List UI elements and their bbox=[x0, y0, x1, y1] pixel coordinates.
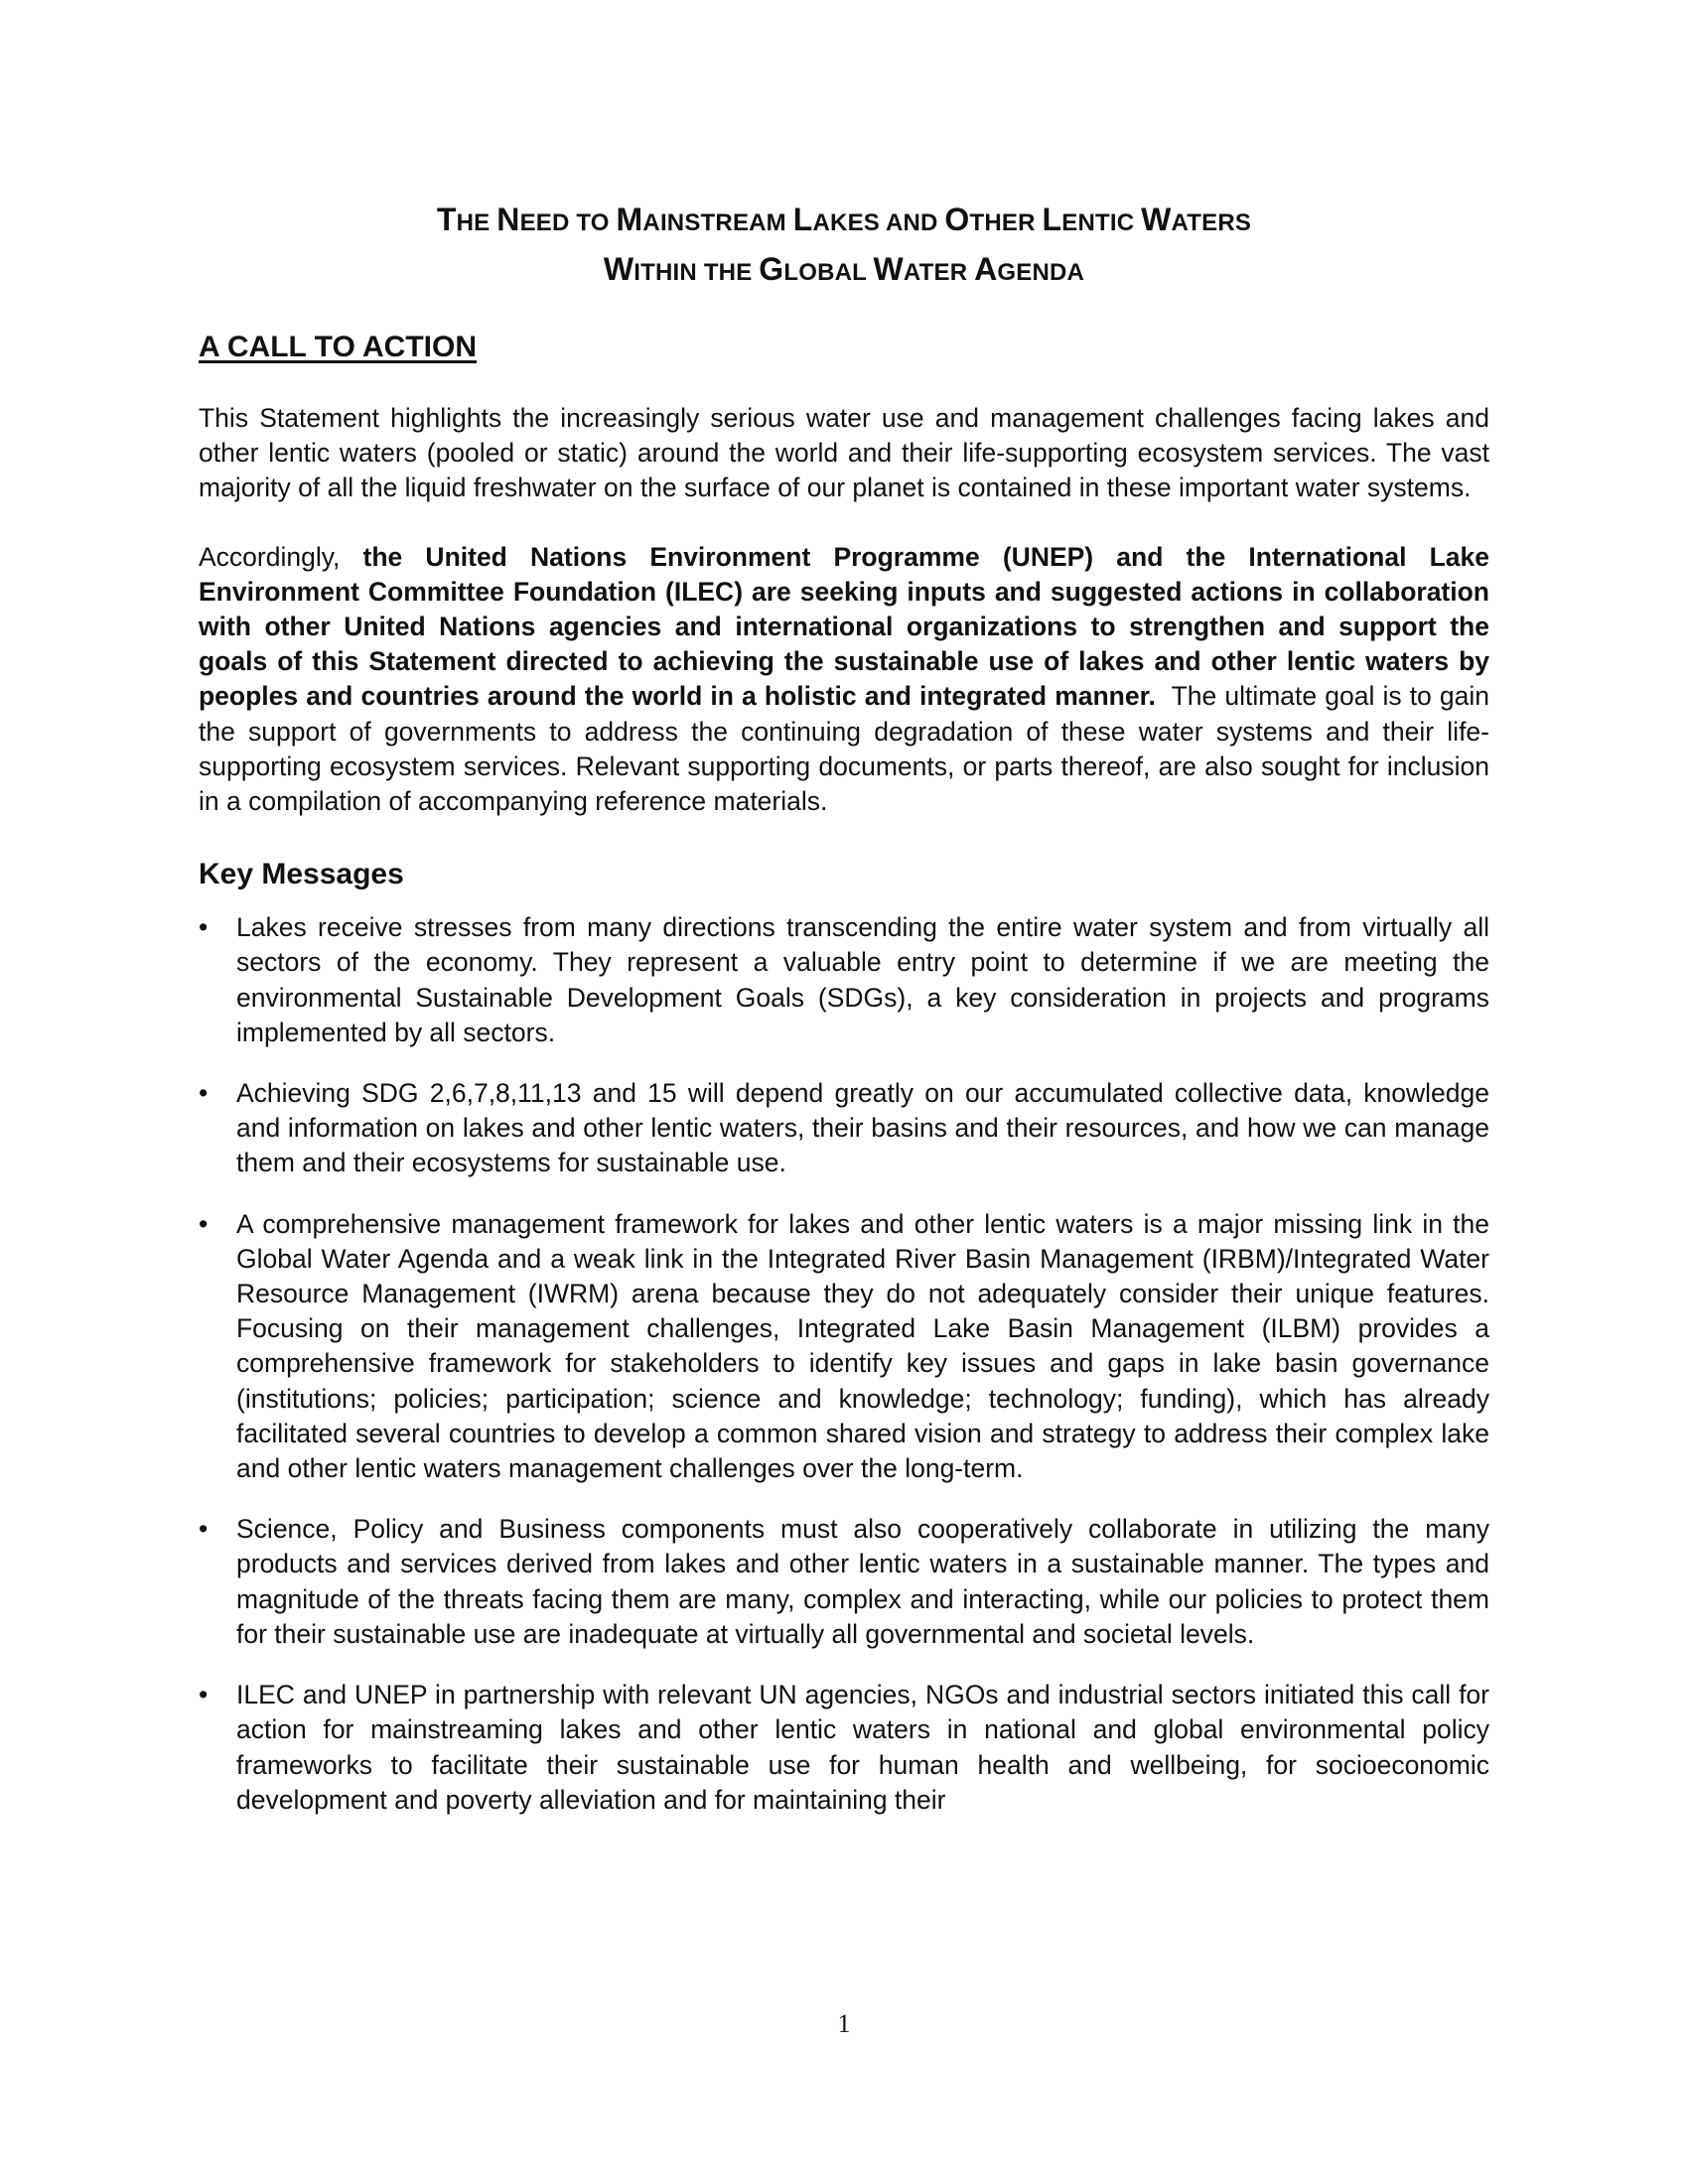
title-small-caps-text: AINSTREAM bbox=[642, 209, 793, 236]
accordingly-rest-text: The ultimate goal is to gain the support of governments to address the continuing degradation of these water systems and their life-supporting ecosystem services. Relevant supporting documents, or parts thereof, are also sought for inclusion in a compilation of accompanying reference materials. bbox=[199, 681, 1497, 817]
accordingly-paragraph bbox=[199, 540, 1497, 820]
title-capital-letter: W bbox=[1141, 202, 1172, 237]
page-number: 1 bbox=[837, 2009, 851, 2038]
title-capital-letter: T bbox=[436, 202, 457, 237]
list-item bbox=[199, 1076, 1489, 1181]
page-content bbox=[199, 197, 1497, 1843]
list-item bbox=[199, 1512, 1489, 1652]
title-small-caps-text: EED TO bbox=[519, 209, 617, 236]
title-capital-letter: N bbox=[496, 202, 520, 237]
bullet-icon: • bbox=[199, 1078, 209, 1109]
title-capital-letter: L bbox=[792, 202, 813, 237]
key-messages-list bbox=[199, 910, 1489, 1818]
bullet-icon: • bbox=[199, 1680, 209, 1710]
bullet-icon: • bbox=[199, 1208, 209, 1239]
bullet-icon: • bbox=[199, 1514, 209, 1545]
key-message-text: Science, Policy and Business components must also cooperatively collaborate in utilizing the many products and services derived from lakes and other lentic waters in a sustainable manner. The types and magnitude of the threats facing them are many, complex and interacting, while our policies to protect them for their sustainable use are inadequate at virtually all governmental and societal levels. bbox=[236, 1514, 1489, 1649]
bullet-icon: • bbox=[199, 912, 209, 943]
title-capital-letter: L bbox=[1042, 202, 1062, 237]
key-messages-heading: Key Messages bbox=[199, 858, 404, 891]
intro-paragraph: This Statement highlights the increasingly serious water use and management challenges facing lakes and other lentic waters (pooled or static) around the world and their life-supporting ecosystem services. The vast majority of all the liquid freshwater on the surface of our planet is contained in these important water systems. bbox=[199, 403, 1489, 503]
key-message-text: Lakes receive stresses from many directions transcending the entire water system and from virtually all sectors of the economy. They represent a valuable entry point to determine if we are meeting the environmental Sustainable Development Goals (SDGs), a key consideration in projects and programs implemented by all sectors. bbox=[236, 912, 1489, 1047]
title-capital-letter: W bbox=[603, 251, 634, 287]
key-message-text: A comprehensive management framework for lakes and other lentic waters is a major missing link in the Global Water Agenda and a weak link in the Integrated River Basin Management (IRBM)/Integrated Water Resource Management (IWRM) arena because they do not adequately consider their unique features. Focusing on their management challenges, Integrated Lake Basin Management (ILBM) provides a comprehensive framework for stakeholders to identify key issues and gaps in lake basin governance (institutions; policies; participation; science and knowledge; technology; funding), which has already facilitated several countries to develop a common shared vision and strategy to address their complex lake and other lentic waters management challenges over the long-term. bbox=[236, 1208, 1489, 1484]
call-to-action-heading: A CALL TO ACTION bbox=[199, 331, 477, 363]
key-message-text: Achieving SDG 2,6,7,8,11,13 and 15 will depend greatly on our accumulated collective data, knowledge and information on lakes and other lentic waters, their basins and their resources, and how we can manage them and their ecosystems for sustainable use. bbox=[236, 1078, 1489, 1178]
accordingly-lead-text: Accordingly, bbox=[199, 541, 363, 572]
title-line-1 bbox=[437, 202, 1251, 237]
title-small-caps-text: ATER bbox=[903, 259, 975, 286]
list-item bbox=[199, 910, 1489, 1050]
list-item bbox=[199, 1207, 1489, 1487]
key-message-text: ILEC and UNEP in partnership with relevant UN agencies, NGOs and industrial sectors initiated this call for action for mainstreaming lakes and other lentic waters in national and global environmental policy frameworks to facilitate their sustainable use for human health and wellbeing, for socioeconomic development and poverty alleviation and for maintaining their bbox=[236, 1680, 1489, 1815]
title-small-caps-text: HE bbox=[456, 209, 497, 236]
title-small-caps-text: THER bbox=[969, 209, 1043, 236]
title-small-caps-text: GENDA bbox=[997, 259, 1085, 286]
title-capital-letter: O bbox=[944, 202, 970, 237]
title-small-caps-text: ATERS bbox=[1171, 209, 1252, 236]
title-capital-letter: G bbox=[759, 251, 784, 287]
title-capital-letter: W bbox=[873, 251, 904, 287]
title-capital-letter: A bbox=[974, 251, 998, 287]
title-small-caps-text: ENTIC bbox=[1061, 209, 1142, 236]
title-line-2 bbox=[604, 251, 1084, 287]
document-title bbox=[199, 197, 1489, 296]
title-small-caps-text: AKES AND bbox=[812, 209, 945, 236]
title-small-caps-text: LOBAL bbox=[783, 259, 874, 286]
list-item bbox=[199, 1678, 1489, 1818]
title-capital-letter: M bbox=[616, 202, 643, 237]
title-small-caps-text: ITHIN THE bbox=[633, 259, 760, 286]
accordingly-bold-text: the United Nations Environment Programme (UNEP) and the International Lake Environment Committee Foundation (ILEC) are seeking inputs and suggested actions in collaboration with other United Nations agencies and international organizations to strengthen and support the goals of this Statement directed to achieving the sustainable use of lakes and other lentic waters by peoples and countries around the world in a holistic and integrated manner. bbox=[199, 541, 1489, 712]
